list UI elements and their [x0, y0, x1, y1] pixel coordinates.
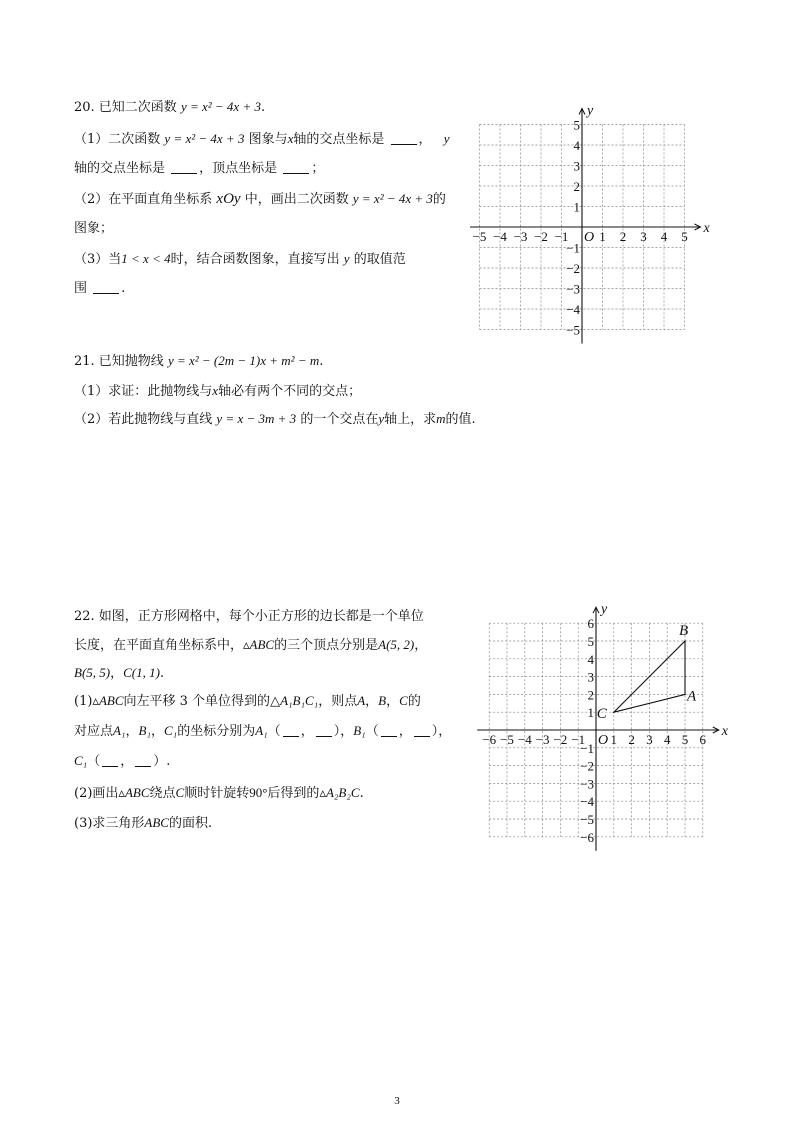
- x-tick-label: −4: [517, 732, 532, 747]
- y-tick-label: −5: [580, 812, 594, 827]
- q22-line2: 长度，在平面直角坐标系中，▵ABC的三个顶点分别是A(5, 2)，: [74, 637, 428, 653]
- q20-title: 20. 已知二次函数 y = x² − 4x + 3.: [74, 99, 266, 115]
- x-tick-label: −2: [534, 229, 548, 244]
- x-tick-label: 2: [628, 732, 635, 747]
- x-axis-label: x: [703, 221, 710, 236]
- x-tick-label: −4: [493, 229, 507, 244]
- y-tick-label: −4: [580, 794, 594, 810]
- q22-coordinate-grid: [460, 590, 740, 865]
- q22-part1-cont: 对应点A₁，B₁，C₁的坐标分别为A₁（ ， ），B₁（ ， ），: [74, 723, 452, 739]
- x-tick-label: 1: [599, 229, 606, 244]
- y-axis-label: y: [587, 103, 594, 119]
- q20-coordinate-grid: [470, 98, 730, 358]
- y-tick-label: 4: [587, 651, 594, 667]
- x-tick-label: −3: [535, 732, 550, 747]
- answer-blank-y-range[interactable]: [93, 281, 119, 294]
- answer-blank-a1x[interactable]: [283, 724, 299, 737]
- y-tick-label: 4: [573, 138, 580, 153]
- x-tick-label: −5: [500, 732, 514, 747]
- q20-part3: （3）当1 < x < 4时，结合函数图象，直接写出 y 的取值范: [74, 251, 406, 267]
- q22-part2: (2)画出▵ABC绕点C顺时针旋转90°后得到的▵A₂B₂C.: [74, 785, 364, 801]
- answer-blank-x-intercept[interactable]: [391, 132, 417, 145]
- y-tick-label: 6: [587, 616, 594, 632]
- q22-part1-cont2: C₁（ ， ）.: [74, 753, 171, 769]
- answer-blank-y-intercept[interactable]: [171, 161, 197, 174]
- x-tick-label: 2: [619, 229, 627, 244]
- x-tick-label: 5: [681, 229, 688, 244]
- y-tick-label: 3: [587, 669, 594, 685]
- x-tick-label: −3: [513, 229, 528, 244]
- y-tick-label: 1: [587, 705, 594, 721]
- x-tick-label: 3: [640, 229, 647, 244]
- q22-line3: B(5, 5)，C(1, 1).: [74, 665, 165, 681]
- answer-blank-a1y[interactable]: [316, 724, 332, 737]
- y-tick-label: −2: [566, 261, 580, 276]
- answer-blank-b1y[interactable]: [414, 724, 430, 737]
- q21-function: y = x² − (2m − 1)x + m² − m: [167, 353, 320, 368]
- x-tick-label: 3: [646, 732, 653, 747]
- q21-part1: （1）求证：此抛物线与x轴必有两个不同的交点；: [74, 383, 362, 399]
- q21-part2: （2）若此抛物线与直线 y = x − 3m + 3 的一个交点在y轴上，求m的值.: [74, 411, 476, 427]
- y-tick-label: −3: [566, 281, 580, 297]
- y-tick-label: −6: [580, 829, 594, 845]
- y-tick-label: −4: [566, 302, 580, 317]
- y-tick-label: 1: [573, 199, 580, 215]
- q20-part2-cont: 图象；: [74, 221, 114, 236]
- answer-blank-c1y[interactable]: [135, 754, 151, 767]
- q22-part3: (3)求三角形ABC的面积.: [74, 815, 213, 831]
- x-tick-label: −1: [571, 732, 586, 747]
- answer-blank-c1x[interactable]: [102, 754, 118, 767]
- y-tick-label: −5: [566, 322, 580, 338]
- y-tick-label: 2: [573, 179, 580, 194]
- q20-part3-cont: 围 .: [74, 281, 126, 296]
- x-tick-label: 4: [660, 229, 668, 244]
- vertex-label-a: A: [687, 688, 697, 705]
- x-tick-label: 6: [699, 732, 707, 747]
- y-tick-label: 3: [573, 158, 580, 174]
- q20-part2: （2）在平面直角坐标系 xOy 中，画出二次函数 y = x² − 4x + 3的: [74, 191, 446, 207]
- q22-part1: (1)▵ABC向左平移 3 个单位得到的△A₁B₁C₁，则点A，B，C的: [74, 693, 421, 709]
- x-tick-label: −6: [482, 732, 497, 747]
- x-tick-label: −1: [554, 229, 569, 244]
- x-tick-label: 5: [681, 732, 689, 747]
- q20-part1: （1）二次函数 y = x² − 4x + 3 图象与x轴的交点坐标是 ， y: [74, 131, 450, 147]
- vertex-label-c: C: [596, 706, 607, 723]
- origin-label: O: [598, 733, 609, 748]
- q21-title: 21. 已知抛物线 y = x² − (2m − 1)x + m² − m.: [74, 353, 324, 369]
- x-tick-label: −2: [553, 732, 568, 747]
- y-tick-label: −1: [580, 740, 594, 756]
- y-tick-label: 5: [573, 117, 580, 133]
- answer-blank-b1x[interactable]: [381, 724, 397, 737]
- vertex-label-b: B: [679, 623, 689, 639]
- y-tick-label: −1: [566, 240, 580, 256]
- y-tick-label: 5: [587, 634, 594, 649]
- x-tick-label: −5: [472, 229, 487, 244]
- x-tick-label: 4: [663, 732, 671, 747]
- q20-part1-cont: 轴的交点坐标是 ，顶点坐标是 ；: [74, 161, 325, 176]
- y-tick-label: −3: [580, 776, 594, 792]
- x-tick-label: 1: [610, 732, 618, 747]
- page-number: 3: [394, 1095, 400, 1107]
- q20-function: y = x² − 4x + 3: [180, 99, 261, 114]
- answer-blank-vertex[interactable]: [283, 161, 309, 174]
- q22-line1: 22. 如图，正方形网格中，每个小正方形的边长都是一个单位: [74, 609, 424, 624]
- y-axis-label: y: [601, 602, 608, 618]
- y-tick-label: 2: [587, 687, 594, 703]
- y-tick-label: −2: [580, 758, 594, 774]
- x-axis-label: x: [721, 724, 729, 739]
- origin-label: O: [584, 230, 595, 245]
